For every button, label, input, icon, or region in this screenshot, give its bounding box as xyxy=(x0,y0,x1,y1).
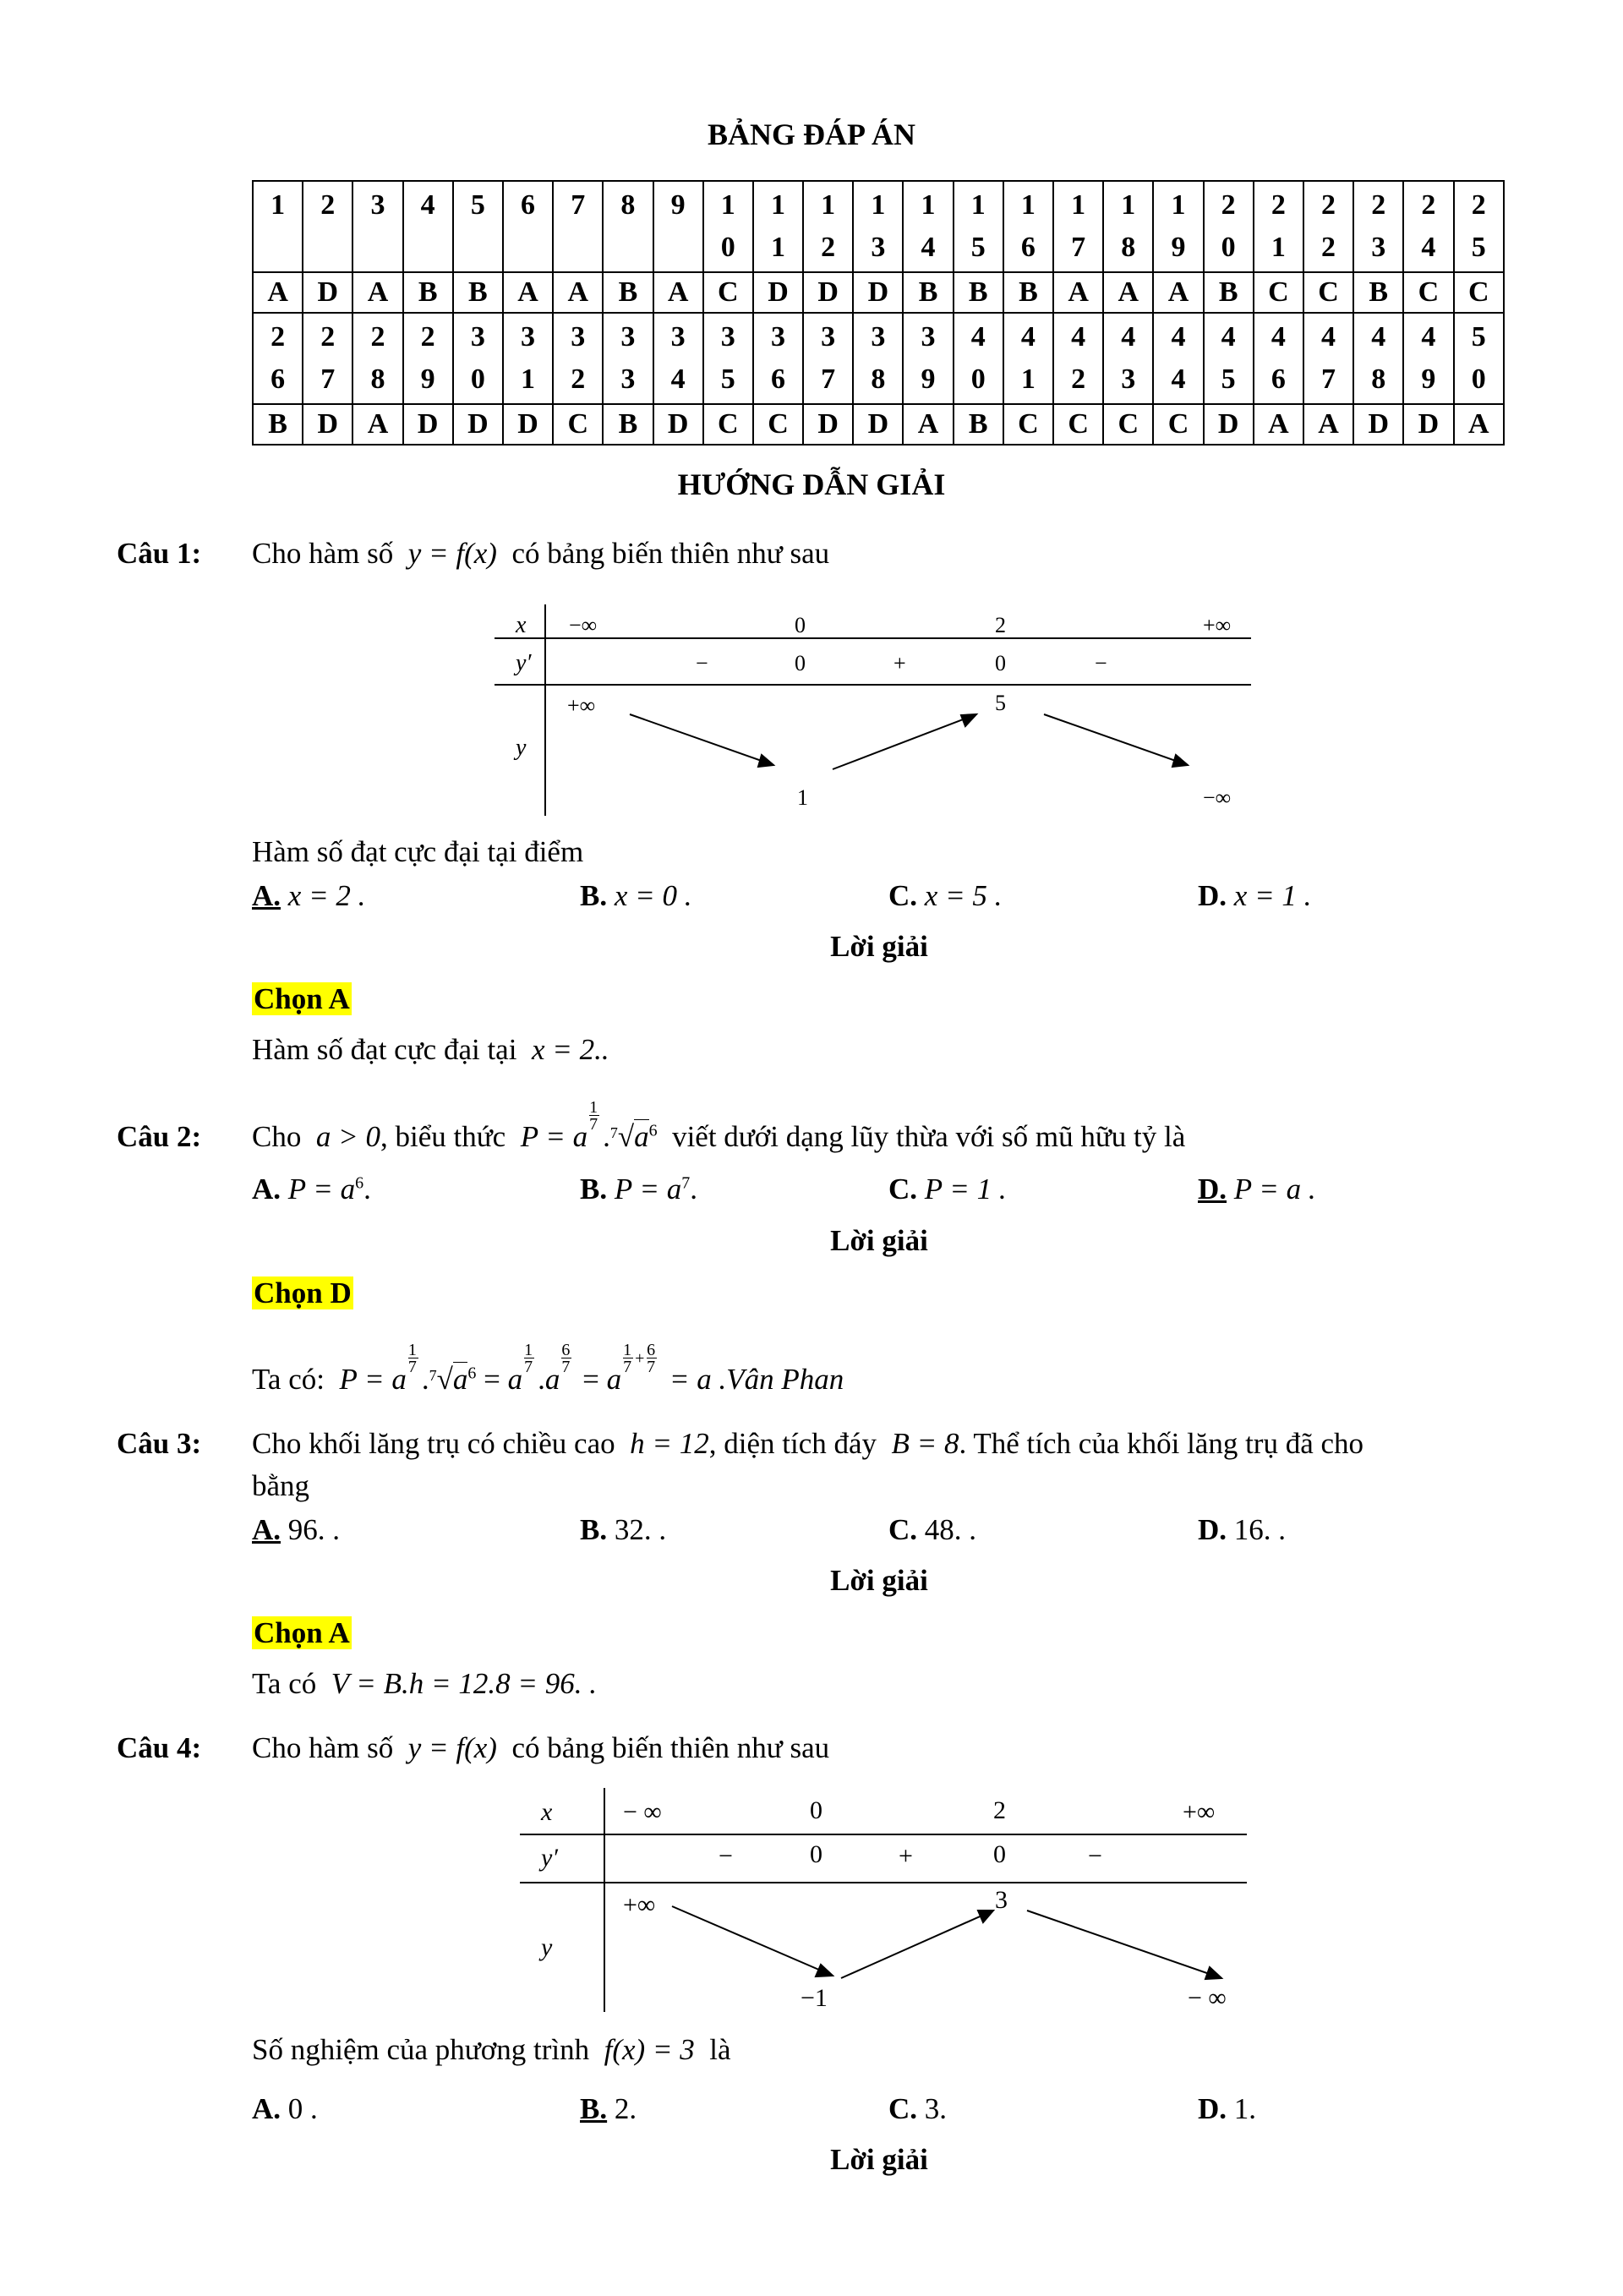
answer-number-cell xyxy=(1103,313,1153,404)
vt4-y-1: −1 xyxy=(801,1984,828,2012)
answer-letter-cell: A xyxy=(653,272,703,313)
question-1-stem: Cho hàm số y = f(x) có bảng biến thiên như sau xyxy=(252,537,830,570)
vt4-y-3: − ∞ xyxy=(1188,1984,1227,2012)
answer-letter-cell: D xyxy=(853,404,903,445)
answer-number-cell xyxy=(853,313,903,404)
answer-number-digit: 2 xyxy=(1221,189,1236,221)
answer-letter-cell: B xyxy=(1353,272,1403,313)
answer-number-digit: 4 xyxy=(1071,321,1086,353)
answer-number-digit xyxy=(504,227,552,269)
answer-number-digit: 4 xyxy=(420,189,435,221)
answer-number-digit: 7 xyxy=(1321,364,1336,395)
q4-option-a: A. 0 . xyxy=(252,2092,318,2125)
vt1-yp-label: y′ xyxy=(516,650,532,676)
answer-number-digit: 9 xyxy=(420,364,435,395)
answer-number-digit: 4 xyxy=(1121,321,1136,353)
answer-letter-cell: C xyxy=(1103,404,1153,445)
answer-number-cell xyxy=(1353,313,1403,404)
answer-number-digit: 1 xyxy=(970,189,986,221)
vt1-x-2: 2 xyxy=(995,613,1006,637)
answer-letter-cell: A xyxy=(1254,404,1303,445)
answer-number-cell xyxy=(954,181,1003,272)
q1-option-a: A. x = 2 . xyxy=(252,879,366,912)
vt4-yp-1: 0 xyxy=(810,1840,822,1868)
answer-number-digit xyxy=(254,227,302,269)
solution-heading: HƯỚNG DẪN GIẢI xyxy=(677,467,946,501)
answer-number-digit: 0 xyxy=(1471,364,1486,395)
question-3-stem-line2: bằng xyxy=(252,1469,310,1502)
answer-number-digit: 5 xyxy=(720,364,735,395)
variation-table-1 xyxy=(495,604,1255,824)
answer-number-digit: 6 xyxy=(1020,232,1036,263)
answer-number-digit: 4 xyxy=(1421,232,1436,263)
answer-row-numbers-1 xyxy=(253,181,1504,272)
vt4-yp-2: + xyxy=(899,1842,913,1870)
vt1-yp-0: − xyxy=(696,651,708,675)
answer-number-digit: 1 xyxy=(1121,189,1136,221)
answer-letter-cell: D xyxy=(303,272,352,313)
vt1-yp-1: 0 xyxy=(795,651,806,675)
answer-number-digit: 3 xyxy=(470,321,485,353)
answer-number-digit: 0 xyxy=(470,364,485,395)
answer-number-digit: 1 xyxy=(770,189,785,221)
answer-letter-cell: B xyxy=(603,404,653,445)
answer-number-cell xyxy=(1454,181,1505,272)
answer-number-cell xyxy=(1254,313,1303,404)
vt1-x-0: −∞ xyxy=(569,613,598,637)
answer-number-digit: 4 xyxy=(1171,321,1186,353)
answer-number-cell xyxy=(603,181,653,272)
vt4-x-0: − ∞ xyxy=(623,1798,662,1826)
answer-number-cell xyxy=(603,313,653,404)
answer-number-digit: 4 xyxy=(1421,321,1436,353)
q2-solution-title: Lời giải xyxy=(830,1224,928,1257)
question-4-stem: Cho hàm số y = f(x) có bảng biến thiên như sau xyxy=(252,1731,830,1764)
answer-letter-cell: B xyxy=(403,272,453,313)
q3-option-c: C. 48. . xyxy=(888,1513,977,1546)
answer-number-digit: 3 xyxy=(670,321,686,353)
answer-letter-cell: C xyxy=(1454,272,1505,313)
answer-number-cell xyxy=(503,181,553,272)
answer-number-digit: 2 xyxy=(1321,232,1336,263)
answer-letter-cell: D xyxy=(653,404,703,445)
answer-number-digit: 5 xyxy=(1471,232,1486,263)
answer-number-cell xyxy=(703,181,753,272)
answer-number-cell xyxy=(303,313,352,404)
answer-number-digit: 9 xyxy=(1171,232,1186,263)
answer-key-table xyxy=(252,180,1505,446)
vt1-y-2: 5 xyxy=(995,691,1006,715)
question-3-label: Câu 3: xyxy=(117,1427,202,1460)
answer-number-digit: 2 xyxy=(320,321,336,353)
answer-row-letters-2 xyxy=(253,404,1504,445)
answer-number-digit: 1 xyxy=(921,189,936,221)
answer-letter-cell: C xyxy=(703,272,753,313)
answer-letter-cell: A xyxy=(1103,272,1153,313)
vt1-y-1: 1 xyxy=(797,785,808,810)
answer-number-digit: 7 xyxy=(1071,232,1086,263)
answer-number-digit: 1 xyxy=(720,189,735,221)
answer-row-letters-1 xyxy=(253,272,1504,313)
answer-number-digit: 8 xyxy=(1371,364,1386,395)
answer-number-cell xyxy=(653,181,703,272)
q1-choice: Chọn A xyxy=(254,982,350,1015)
answer-number-digit: 2 xyxy=(270,321,286,353)
answer-row-numbers-2 xyxy=(253,313,1504,404)
question-4-prompt: Số nghiệm của phương trình f(x) = 3 là xyxy=(252,2033,731,2066)
answer-letter-cell: D xyxy=(1353,404,1403,445)
answer-number-digit: 3 xyxy=(1121,364,1136,395)
vt4-y-0: +∞ xyxy=(623,1891,656,1919)
question-1-label: Câu 1: xyxy=(117,537,202,570)
q4-option-b: B. 2. xyxy=(580,2092,637,2125)
answer-number-digit: 5 xyxy=(1221,364,1236,395)
question-2-stem: Cho a > 0, biểu thức P = a $\frac{1}{7}$ $.^7√a^6$ viết dưới dạng lũy thừa với số mũ hữu tỷ là xyxy=(252,1098,1186,1153)
answer-number-digit: 3 xyxy=(571,321,586,353)
answer-letter-cell: A xyxy=(1153,272,1203,313)
answer-number-digit: 3 xyxy=(370,189,385,221)
answer-letter-cell: C xyxy=(1403,272,1453,313)
answer-number-digit: 8 xyxy=(620,189,636,221)
answer-letter-cell: A xyxy=(553,272,603,313)
q2-option-b: B. $P = a^7$. xyxy=(580,1173,697,1205)
question-1-prompt: Hàm số đạt cực đại tại điểm xyxy=(252,835,584,868)
answer-number-digit: 4 xyxy=(1371,321,1386,353)
answer-number-digit xyxy=(554,227,602,269)
answer-number-cell xyxy=(803,313,853,404)
answer-number-cell xyxy=(753,181,803,272)
vt1-y-label: y xyxy=(516,735,527,761)
answer-number-digit: 2 xyxy=(1421,189,1436,221)
answer-number-digit xyxy=(353,227,402,269)
vt1-x-label: x xyxy=(516,612,527,638)
answer-letter-cell: D xyxy=(753,272,803,313)
q4-option-c: C. 3. xyxy=(888,2092,948,2125)
vt1-arrows xyxy=(630,714,1188,769)
answer-number-digit: 5 xyxy=(470,189,485,221)
q1-explanation: Hàm số đạt cực đại tại x = 2.. xyxy=(252,1033,609,1066)
answer-letter-cell: D xyxy=(503,404,553,445)
answer-letter-cell: B xyxy=(954,272,1003,313)
answer-number-digit: 2 xyxy=(1271,189,1286,221)
answer-number-cell xyxy=(403,313,453,404)
answer-number-digit: 1 xyxy=(1020,189,1036,221)
answer-number-digit: 1 xyxy=(1171,189,1186,221)
vt4-arrows xyxy=(672,1906,1221,1979)
question-4-label: Câu 4: xyxy=(117,1731,202,1764)
q3-explanation: Ta có V = B.h = 12.8 = 96. . xyxy=(252,1667,597,1700)
answer-letter-cell: D xyxy=(403,404,453,445)
answer-number-digit: 4 xyxy=(1321,321,1336,353)
answer-letter-cell: B xyxy=(1003,272,1053,313)
q2-option-d: D. P = a . xyxy=(1198,1173,1316,1205)
vt4-x-label: x xyxy=(541,1798,553,1826)
q2-formula: P = a $\frac{1}{7}$ $.^7√a^6$ xyxy=(520,1098,658,1153)
answer-letter-cell: C xyxy=(703,404,753,445)
answer-number-digit: 2 xyxy=(1321,189,1336,221)
vt4-x-2: 2 xyxy=(993,1796,1006,1824)
answer-number-cell xyxy=(1053,181,1103,272)
answer-number-digit: 8 xyxy=(1121,232,1136,263)
answer-letter-cell: C xyxy=(1003,404,1053,445)
answer-number-cell xyxy=(1204,181,1254,272)
answer-letter-cell: D xyxy=(1403,404,1453,445)
vt1-x-3: +∞ xyxy=(1203,613,1232,637)
q2-explanation: Ta có: P = a $\frac{1}{7}$ $.^7√a^6 = a$ $\frac{1}{7}$ .a $\frac{6}{7}$ = a 1 7 + 6 7 = a .Vân Phan xyxy=(252,1341,844,1396)
answer-number-digit: 3 xyxy=(720,321,735,353)
answer-number-cell xyxy=(1403,181,1453,272)
q3-option-b: B. 32. . xyxy=(580,1513,667,1546)
answer-number-digit: 4 xyxy=(970,321,986,353)
answer-number-cell xyxy=(303,181,352,272)
answer-number-digit: 2 xyxy=(370,321,385,353)
answer-number-cell xyxy=(553,313,603,404)
answer-number-digit: 6 xyxy=(270,364,286,395)
q3-option-a: A. 96. . xyxy=(252,1513,341,1546)
answer-number-digit: 6 xyxy=(770,364,785,395)
answer-number-cell xyxy=(803,181,853,272)
answer-number-digit: 4 xyxy=(1221,321,1236,353)
answer-letter-cell: C xyxy=(1254,272,1303,313)
answer-number-digit: 1 xyxy=(1271,232,1286,263)
answer-letter-cell: B xyxy=(603,272,653,313)
q2-choice: Chọn D xyxy=(254,1276,352,1309)
answer-number-cell xyxy=(954,313,1003,404)
answer-number-digit: 3 xyxy=(521,321,536,353)
answer-letter-cell: C xyxy=(1303,272,1353,313)
answer-number-digit: 8 xyxy=(370,364,385,395)
answer-number-digit: 4 xyxy=(1271,321,1286,353)
answer-number-digit: 1 xyxy=(521,364,536,395)
answer-number-cell xyxy=(853,181,903,272)
answer-letter-cell: A xyxy=(1454,404,1505,445)
answer-number-digit xyxy=(604,227,652,269)
answer-number-digit: 7 xyxy=(320,364,336,395)
vt1-yp-3: 0 xyxy=(995,651,1006,675)
question-3-stem: Cho khối lăng trụ có chiều cao h = 12, diện tích đáy B = 8. Thể tích của khối lăng trụ đã cho xyxy=(252,1427,1364,1460)
answer-letter-cell: A xyxy=(903,404,953,445)
q1-solution-title: Lời giải xyxy=(830,930,928,963)
answer-number-digit: 6 xyxy=(1271,364,1286,395)
answer-number-cell xyxy=(1303,181,1353,272)
answer-number-digit: 2 xyxy=(1471,189,1486,221)
answer-number-digit: 5 xyxy=(970,232,986,263)
answer-letter-cell: D xyxy=(453,404,503,445)
answer-number-digit: 0 xyxy=(720,232,735,263)
vt4-x-3: +∞ xyxy=(1183,1798,1216,1826)
answer-number-digit: 3 xyxy=(620,364,636,395)
q2-option-a: A. $P = a^6$. xyxy=(252,1173,371,1205)
answer-number-cell xyxy=(753,313,803,404)
answer-number-digit: 3 xyxy=(770,321,785,353)
answer-number-cell xyxy=(1454,313,1505,404)
answer-number-digit xyxy=(454,227,502,269)
answer-number-digit: 2 xyxy=(1371,189,1386,221)
answer-number-cell xyxy=(1353,181,1403,272)
answer-number-cell xyxy=(553,181,603,272)
answer-letter-cell: D xyxy=(1204,404,1254,445)
answer-number-digit: 4 xyxy=(921,232,936,263)
answer-letter-cell: D xyxy=(853,272,903,313)
answer-letter-cell: B xyxy=(954,404,1003,445)
vt4-y-label: y xyxy=(541,1933,553,1961)
q3-solution-title: Lời giải xyxy=(830,1564,928,1597)
answer-number-digit: 2 xyxy=(420,321,435,353)
answer-number-cell xyxy=(253,313,303,404)
q4-option-d: D. 1. xyxy=(1198,2092,1257,2125)
answer-number-digit: 2 xyxy=(1071,364,1086,395)
answer-letter-cell: B xyxy=(253,404,303,445)
answer-number-cell xyxy=(653,313,703,404)
answer-number-cell xyxy=(1053,313,1103,404)
answer-letter-cell: B xyxy=(453,272,503,313)
vt1-y-3: −∞ xyxy=(1203,785,1232,810)
answer-number-digit: 9 xyxy=(921,364,936,395)
vt1-yp-4: − xyxy=(1095,651,1107,675)
answer-number-cell xyxy=(352,181,402,272)
answer-number-digit: 1 xyxy=(1020,364,1036,395)
answer-number-cell xyxy=(1153,181,1203,272)
answer-key-heading: BẢNG ĐÁP ÁN xyxy=(707,118,915,151)
answer-number-digit: 1 xyxy=(770,232,785,263)
question-2-label: Câu 2: xyxy=(117,1120,202,1153)
answer-number-digit: 4 xyxy=(1020,321,1036,353)
answer-number-digit: 4 xyxy=(670,364,686,395)
answer-letter-cell: A xyxy=(1053,272,1103,313)
answer-number-cell xyxy=(1003,313,1053,404)
answer-number-cell xyxy=(1254,181,1303,272)
answer-number-cell xyxy=(253,181,303,272)
answer-number-cell xyxy=(453,313,503,404)
answer-number-cell xyxy=(352,313,402,404)
answer-number-cell xyxy=(453,181,503,272)
answer-number-cell xyxy=(903,181,953,272)
q3-choice: Chọn A xyxy=(254,1616,350,1649)
answer-number-cell xyxy=(1003,181,1053,272)
answer-letter-cell: A xyxy=(253,272,303,313)
vt1-x-1: 0 xyxy=(795,613,806,637)
answer-number-digit xyxy=(654,227,702,269)
answer-letter-cell: D xyxy=(803,404,853,445)
answer-number-cell xyxy=(703,313,753,404)
answer-letter-cell: B xyxy=(903,272,953,313)
answer-number-digit: 5 xyxy=(1471,321,1486,353)
answer-letter-cell: D xyxy=(303,404,352,445)
answer-letter-cell: A xyxy=(352,404,402,445)
answer-number-digit: 2 xyxy=(320,189,336,221)
answer-number-digit: 0 xyxy=(970,364,986,395)
answer-number-digit: 9 xyxy=(670,189,686,221)
answer-number-digit xyxy=(303,227,352,269)
answer-number-digit: 4 xyxy=(1171,364,1186,395)
answer-number-digit: 2 xyxy=(571,364,586,395)
q4-solution-title: Lời giải xyxy=(830,2143,928,2176)
answer-letter-cell: A xyxy=(1303,404,1353,445)
vt4-y-2: 3 xyxy=(995,1886,1008,1914)
answer-number-cell xyxy=(1103,181,1153,272)
answer-number-digit: 8 xyxy=(871,364,886,395)
answer-number-digit: 7 xyxy=(821,364,836,395)
answer-number-digit: 3 xyxy=(620,321,636,353)
answer-letter-cell: A xyxy=(352,272,402,313)
answer-number-cell xyxy=(1153,313,1203,404)
answer-number-cell xyxy=(1204,313,1254,404)
answer-number-cell xyxy=(1403,313,1453,404)
answer-number-digit: 3 xyxy=(871,232,886,263)
vt4-yp-0: − xyxy=(719,1842,733,1870)
answer-number-digit: 6 xyxy=(521,189,536,221)
answer-number-digit: 0 xyxy=(1221,232,1236,263)
q1-option-b: B. x = 0 . xyxy=(580,879,692,912)
q1-option-c: C. x = 5 . xyxy=(888,879,1003,912)
vt4-yp-label: y′ xyxy=(541,1844,558,1872)
answer-number-digit: 1 xyxy=(1071,189,1086,221)
q2-option-c: C. P = 1 . xyxy=(888,1173,1007,1205)
vt1-y-0: +∞ xyxy=(567,693,596,718)
answer-number-digit: 3 xyxy=(871,321,886,353)
answer-letter-cell: A xyxy=(503,272,553,313)
answer-letter-cell: D xyxy=(803,272,853,313)
answer-number-cell xyxy=(1303,313,1353,404)
answer-letter-cell: C xyxy=(753,404,803,445)
answer-letter-cell: C xyxy=(1153,404,1203,445)
answer-number-digit: 2 xyxy=(821,232,836,263)
answer-number-digit: 9 xyxy=(1421,364,1436,395)
answer-number-digit: 3 xyxy=(1371,232,1386,263)
variation-table-4 xyxy=(520,1788,1255,2016)
q3-option-d: D. 16. . xyxy=(1198,1513,1287,1546)
answer-letter-cell: C xyxy=(553,404,603,445)
answer-number-digit: 3 xyxy=(821,321,836,353)
answer-number-cell xyxy=(503,313,553,404)
answer-letter-cell: B xyxy=(1204,272,1254,313)
answer-number-cell xyxy=(403,181,453,272)
answer-letter-cell: C xyxy=(1053,404,1103,445)
answer-number-digit: 1 xyxy=(871,189,886,221)
vt4-yp-3: 0 xyxy=(993,1840,1006,1868)
answer-number-digit: 1 xyxy=(821,189,836,221)
answer-number-digit xyxy=(404,227,452,269)
vt1-yp-2: + xyxy=(893,651,906,675)
answer-number-digit: 7 xyxy=(571,189,586,221)
q1-option-d: D. x = 1 . xyxy=(1198,879,1312,912)
answer-number-digit: 3 xyxy=(921,321,936,353)
vt4-yp-4: − xyxy=(1088,1842,1102,1870)
vt4-x-1: 0 xyxy=(810,1796,822,1824)
answer-number-cell xyxy=(903,313,953,404)
answer-number-digit: 1 xyxy=(270,189,286,221)
